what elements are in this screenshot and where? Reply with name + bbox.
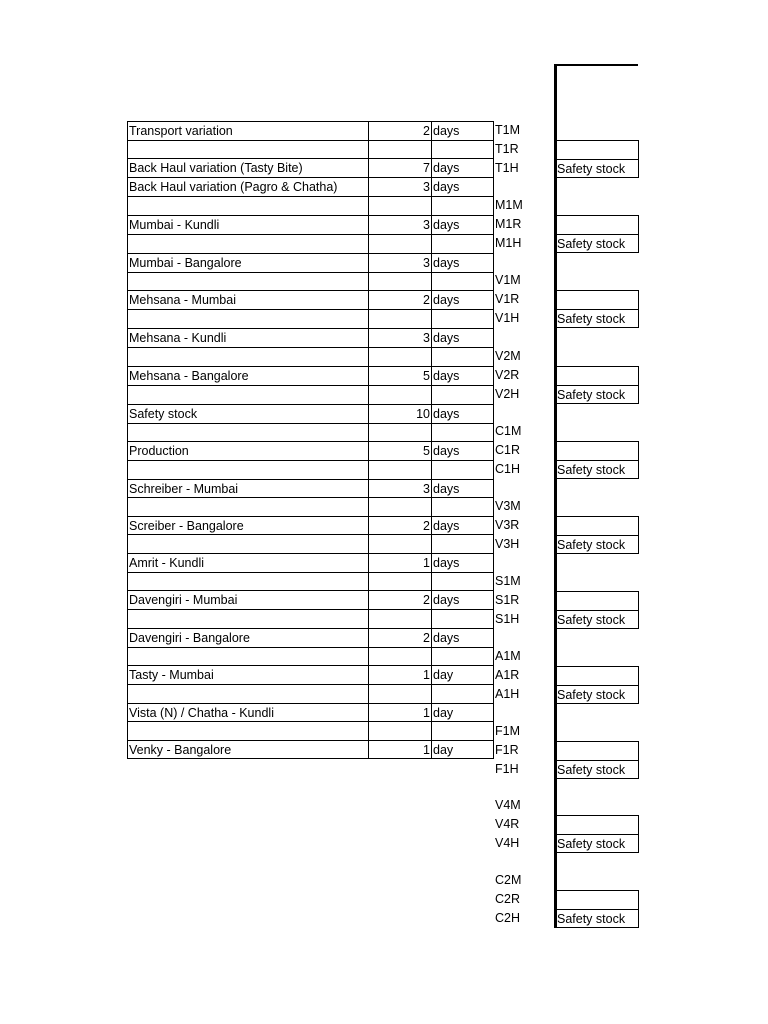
variation-days-unit	[432, 309, 494, 328]
variation-days-value	[369, 572, 432, 590]
variation-days-unit: days	[432, 177, 494, 196]
variation-days-unit	[432, 534, 494, 553]
variation-name: Tasty - Mumbai	[127, 665, 369, 684]
variation-days-unit	[432, 423, 494, 441]
variation-days-unit: days	[432, 215, 494, 234]
code-label: M1R	[495, 217, 522, 231]
code-label: V3R	[495, 518, 520, 532]
variation-days-value: 3	[369, 215, 432, 234]
variation-name: Mehsana - Bangalore	[127, 366, 369, 385]
variation-days-value: 5	[369, 441, 432, 460]
variation-name: Back Haul variation (Pagro & Chatha)	[127, 177, 369, 196]
variation-days-value	[369, 385, 432, 404]
variation-name	[127, 497, 369, 516]
variation-name	[127, 309, 369, 328]
thick-border-top	[554, 64, 638, 66]
code-label: V3H	[495, 537, 520, 551]
variation-days-unit: days	[432, 516, 494, 534]
safety-stock-cell: Safety stock	[556, 610, 639, 629]
code-label: V4H	[495, 836, 520, 850]
safety-stock-cell: Safety stock	[556, 760, 639, 779]
variation-name	[127, 272, 369, 290]
variation-name	[127, 572, 369, 590]
variation-days-unit	[432, 609, 494, 628]
variation-days-unit: days	[432, 479, 494, 497]
variation-name: Mumbai - Kundli	[127, 215, 369, 234]
variation-days-value: 3	[369, 253, 432, 272]
variation-days-value	[369, 534, 432, 553]
code-label: S1M	[495, 574, 521, 588]
safety-stock-cell: Safety stock	[556, 834, 639, 853]
variation-days-unit	[432, 721, 494, 740]
variation-name: Schreiber - Mumbai	[127, 479, 369, 497]
safety-stock-cell: Safety stock	[556, 309, 639, 328]
variation-days-value: 3	[369, 479, 432, 497]
variation-days-unit	[432, 684, 494, 703]
code-label: C1R	[495, 443, 521, 457]
variation-days-unit: days	[432, 628, 494, 647]
variation-name	[127, 423, 369, 441]
code-label: T1M	[495, 123, 520, 137]
variation-days-value: 5	[369, 366, 432, 385]
variation-name	[127, 609, 369, 628]
variation-name	[127, 385, 369, 404]
variation-name: Mehsana - Kundli	[127, 328, 369, 347]
variation-days-value: 1	[369, 740, 432, 759]
code-label: V2M	[495, 349, 521, 363]
variation-days-unit	[432, 196, 494, 215]
variation-days-unit: days	[432, 441, 494, 460]
variation-days-unit	[432, 385, 494, 404]
variation-days-value: 2	[369, 590, 432, 609]
variation-days-unit: day	[432, 703, 494, 721]
safety-stock-cell: Safety stock	[556, 535, 639, 554]
safety-stock-cell: Safety stock	[556, 234, 639, 253]
empty-box-cell	[556, 516, 639, 535]
variation-name: Amrit - Kundli	[127, 553, 369, 572]
code-label: C2R	[495, 892, 521, 906]
variation-name: Transport variation	[127, 121, 369, 140]
code-label: A1M	[495, 649, 521, 663]
code-label: V4M	[495, 798, 521, 812]
empty-box-cell	[556, 890, 639, 909]
variation-days-value	[369, 347, 432, 366]
variation-days-unit: days	[432, 366, 494, 385]
code-label: M1M	[495, 198, 523, 212]
code-label: A1R	[495, 668, 520, 682]
variation-name	[127, 460, 369, 479]
variation-days-value	[369, 497, 432, 516]
variation-days-value: 7	[369, 158, 432, 177]
variation-name: Production	[127, 441, 369, 460]
code-label: V3M	[495, 499, 521, 513]
variation-days-unit: days	[432, 590, 494, 609]
variation-days-value: 2	[369, 121, 432, 140]
empty-box-cell	[556, 215, 639, 234]
variation-days-unit: days	[432, 253, 494, 272]
variation-days-unit	[432, 572, 494, 590]
variation-days-unit	[432, 347, 494, 366]
code-label: T1R	[495, 142, 519, 156]
empty-box-cell	[556, 666, 639, 685]
variation-days-unit: days	[432, 404, 494, 423]
empty-box-cell	[556, 441, 639, 460]
variation-days-value	[369, 721, 432, 740]
variation-days-value: 2	[369, 516, 432, 534]
code-label: C1M	[495, 424, 522, 438]
code-label: V1M	[495, 273, 521, 287]
variation-days-unit: day	[432, 740, 494, 759]
variation-days-value: 1	[369, 703, 432, 721]
variation-name	[127, 347, 369, 366]
variation-days-value: 2	[369, 628, 432, 647]
variation-name: Mehsana - Mumbai	[127, 290, 369, 309]
code-label: C2H	[495, 911, 521, 925]
variation-name: Vista (N) / Chatha - Kundli	[127, 703, 369, 721]
variation-days-value: 10	[369, 404, 432, 423]
variation-name	[127, 196, 369, 215]
variation-days-value	[369, 647, 432, 665]
safety-stock-cell: Safety stock	[556, 385, 639, 404]
variation-name: Safety stock	[127, 404, 369, 423]
variation-days-value	[369, 309, 432, 328]
variation-name	[127, 647, 369, 665]
variation-days-unit	[432, 234, 494, 253]
variation-days-unit	[432, 497, 494, 516]
variation-days-value	[369, 272, 432, 290]
variation-days-unit	[432, 272, 494, 290]
variation-days-value	[369, 140, 432, 158]
code-label: V4R	[495, 817, 520, 831]
code-label: F1H	[495, 762, 519, 776]
variation-name: Venky - Bangalore	[127, 740, 369, 759]
safety-stock-cell: Safety stock	[556, 460, 639, 479]
variation-days-unit: days	[432, 290, 494, 309]
variation-days-unit: day	[432, 665, 494, 684]
empty-box-cell	[556, 290, 639, 309]
variation-days-value	[369, 234, 432, 253]
empty-box-cell	[556, 591, 639, 610]
variation-name	[127, 534, 369, 553]
variation-days-value	[369, 684, 432, 703]
code-label: V1R	[495, 292, 520, 306]
empty-box-cell	[556, 366, 639, 385]
variation-name: Davengiri - Mumbai	[127, 590, 369, 609]
code-label: M1H	[495, 236, 522, 250]
variation-days-unit	[432, 647, 494, 665]
variation-days-value: 1	[369, 665, 432, 684]
empty-box-cell	[556, 741, 639, 760]
variation-days-unit: days	[432, 328, 494, 347]
code-label: T1H	[495, 161, 519, 175]
code-label: F1R	[495, 743, 519, 757]
code-label: F1M	[495, 724, 520, 738]
code-label: C1H	[495, 462, 521, 476]
variation-days-unit: days	[432, 158, 494, 177]
variation-days-value: 2	[369, 290, 432, 309]
variation-days-unit	[432, 140, 494, 158]
code-label: S1H	[495, 612, 520, 626]
variation-days-unit: days	[432, 121, 494, 140]
variation-name: Mumbai - Bangalore	[127, 253, 369, 272]
variation-days-value: 3	[369, 177, 432, 196]
variation-days-value: 3	[369, 328, 432, 347]
variation-name	[127, 140, 369, 158]
empty-box-cell	[556, 140, 639, 159]
variation-name: Davengiri - Bangalore	[127, 628, 369, 647]
variation-name	[127, 234, 369, 253]
variation-name	[127, 721, 369, 740]
variation-days-value	[369, 609, 432, 628]
variation-name	[127, 684, 369, 703]
variation-days-unit	[432, 460, 494, 479]
safety-stock-cell: Safety stock	[556, 159, 639, 178]
variation-name: Screiber - Bangalore	[127, 516, 369, 534]
code-label: A1H	[495, 687, 520, 701]
code-label: C2M	[495, 873, 522, 887]
code-label: V2H	[495, 387, 520, 401]
empty-box-cell	[556, 815, 639, 834]
code-label: V2R	[495, 368, 520, 382]
variation-days-value	[369, 196, 432, 215]
variation-name: Back Haul variation (Tasty Bite)	[127, 158, 369, 177]
variation-days-unit: days	[432, 553, 494, 572]
code-label: V1H	[495, 311, 520, 325]
variation-days-value: 1	[369, 553, 432, 572]
code-label: S1R	[495, 593, 520, 607]
safety-stock-cell: Safety stock	[556, 909, 639, 928]
variation-days-value	[369, 460, 432, 479]
safety-stock-cell: Safety stock	[556, 685, 639, 704]
variation-days-value	[369, 423, 432, 441]
